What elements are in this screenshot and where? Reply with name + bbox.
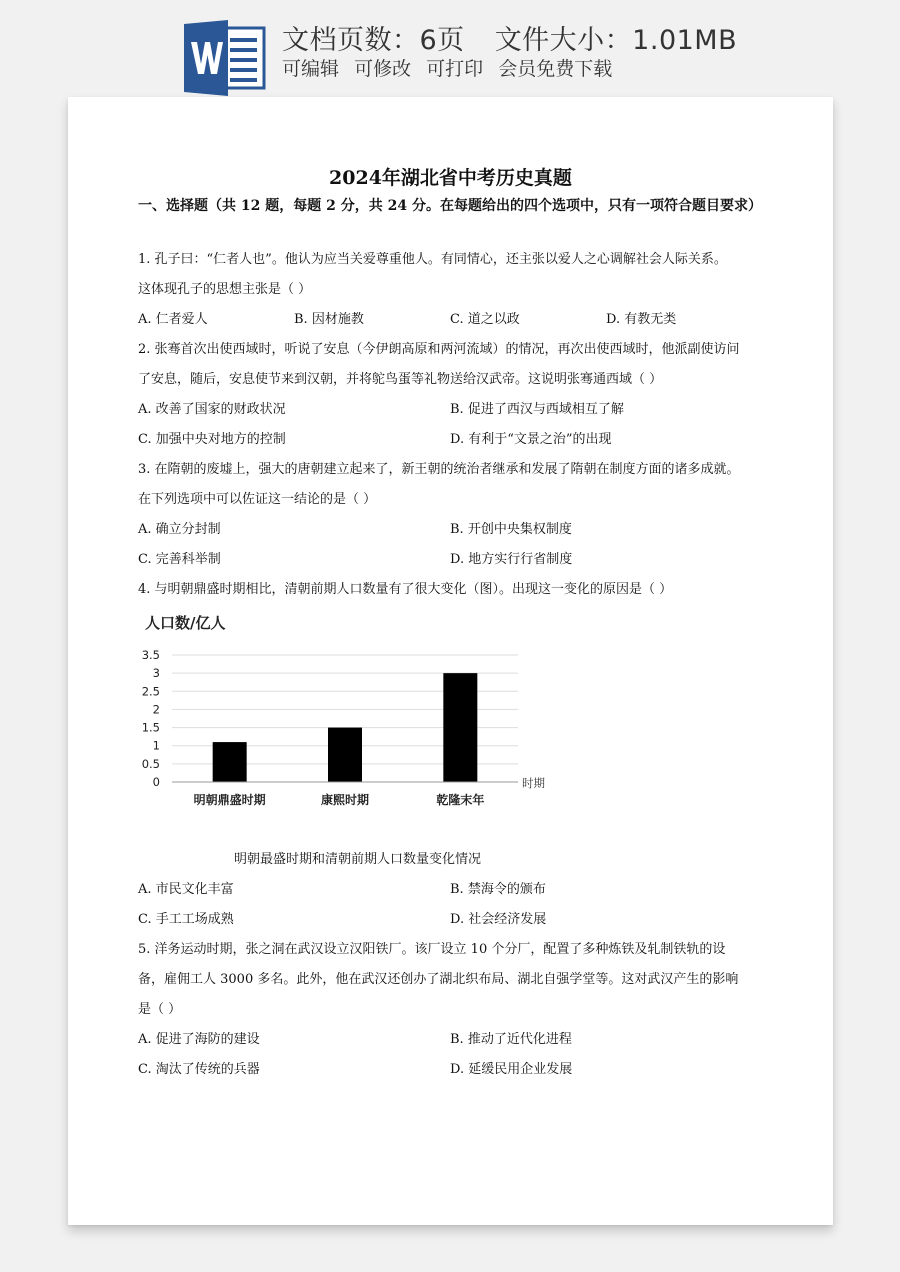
question-3-option-c: C. 完善科举制	[138, 552, 221, 567]
question-4-option-d: D. 社会经济发展	[450, 912, 547, 927]
question-4-stem: 4. 与明朝鼎盛时期相比，清朝前期人口数量有了很大变化（图）。出现这一变化的原因是（ ）	[138, 582, 673, 597]
question-1-option-a: A. 仁者爱人	[138, 312, 208, 327]
chart-y-axis-label: 人口数/亿人	[145, 614, 226, 632]
question-2-stem-line-1: 2. 张骞首次出使西域时，听说了安息（今伊朗高原和两河流域）的情况，再次出使西域时，他派副使访问	[138, 342, 740, 357]
word-document-icon	[184, 20, 266, 96]
question-1-option-b: B. 因材施教	[294, 312, 364, 327]
chart-x-tick-label: 康熙时期	[320, 793, 370, 807]
feature-modifiable: 可修改	[354, 58, 412, 80]
chart-y-tick-label: 3.5	[141, 648, 160, 662]
question-2-option-c: C. 加强中央对地方的控制	[138, 432, 286, 447]
feature-editable: 可编辑	[282, 58, 340, 80]
chart-y-tick-label: 2.5	[141, 684, 160, 699]
question-2-option-d: D. 有利于“文景之治”的出现	[450, 432, 612, 447]
chart-x-tick-label: 明朝鼎盛时期	[193, 793, 266, 807]
question-5-option-c: C. 淘汰了传统的兵器	[138, 1062, 260, 1077]
question-1-option-c: C. 道之以政	[450, 312, 520, 327]
chart-y-tick-label: 0.5	[141, 756, 160, 771]
document-stats	[282, 18, 737, 57]
question-3-option-d: D. 地方实行行省制度	[450, 552, 573, 567]
question-3-stem-line-2: 在下列选项中可以佐证这一结论的是（ ）	[138, 492, 377, 507]
document-info-banner	[0, 0, 900, 100]
feature-printable: 可打印	[426, 58, 484, 80]
question-4-option-a: A. 市民文化丰富	[138, 882, 234, 897]
chart-x-tick-label: 乾隆末年	[436, 793, 485, 807]
question-3-stem-line-1: 3. 在隋朝的废墟上，强大的唐朝建立起来了，新王朝的统治者继承和发展了隋朝在制度方面的诸多成就。	[138, 462, 740, 477]
question-1-option-d: D. 有教无类	[606, 312, 677, 327]
question-4-option-b: B. 禁海令的颁布	[450, 882, 546, 897]
question-5-stem-line-1: 5. 洋务运动时期，张之洞在武汉设立汉阳铁厂。该厂设立 10 个分厂，配置了多种炼铁及轧制铁轨的设	[138, 942, 726, 957]
question-5-option-b: B. 推动了近代化进程	[450, 1032, 572, 1047]
question-2-option-b: B. 促进了西汉与西域相互了解	[450, 402, 624, 417]
chart-y-tick-label: 2	[152, 702, 160, 717]
chart-y-tick-label: 0	[152, 775, 160, 789]
question-5-stem-line-3: 是（ ）	[138, 1002, 182, 1017]
chart-y-tick-label: 1	[152, 738, 160, 753]
chart-y-tick-label: 1.5	[141, 720, 160, 735]
chart-x-axis-label: 时期	[522, 776, 545, 790]
feature-list	[282, 54, 621, 81]
question-1-stem-line-2: 这体现孔子的思想主张是（ ）	[138, 282, 312, 297]
question-5-option-d: D. 延缓民用企业发展	[450, 1062, 573, 1077]
page-count: 文档页数：6页	[282, 25, 465, 56]
document-title: 2024年湖北省中考历史真题	[329, 167, 572, 189]
question-4-option-c: C. 手工工场成熟	[138, 912, 234, 927]
feature-free-download: 会员免费下载	[498, 58, 613, 80]
chart-bar	[328, 728, 362, 782]
population-bar-chart	[138, 610, 568, 815]
chart-y-tick-label: 3	[152, 666, 160, 681]
question-3-option-a: A. 确立分封制	[138, 522, 221, 537]
question-5-option-a: A. 促进了海防的建设	[138, 1032, 260, 1047]
section-heading: 一、选择题（共 12 题，每题 2 分，共 24 分。在每题给出的四个选项中，只有一项符合题目要求）	[138, 198, 762, 214]
chart-bar	[213, 742, 247, 782]
chart-bar	[443, 673, 477, 782]
question-3-option-b: B. 开创中央集权制度	[450, 522, 572, 537]
document-page	[68, 97, 833, 1225]
chart-caption: 明朝最盛时期和清朝前期人口数量变化情况	[234, 852, 482, 867]
question-2-stem-line-2: 了安息，随后，安息使节来到汉朝，并将鸵鸟蛋等礼物送给汉武帝。这说明张骞通西域（ ）	[138, 372, 663, 387]
question-5-stem-line-2: 备，雇佣工人 3000 多名。此外，他在武汉还创办了湖北织布局、湖北自强学堂等。这对武汉产生的影响	[138, 972, 739, 987]
question-2-option-a: A. 改善了国家的财政状况	[138, 402, 286, 417]
question-1-stem-line-1: 1. 孔子曰：“仁者人也”。他认为应当关爱尊重他人。有同情心，还主张以爱人之心调解社会人际关系。	[138, 252, 727, 267]
file-size: 文件大小：1.01MB	[494, 25, 738, 56]
